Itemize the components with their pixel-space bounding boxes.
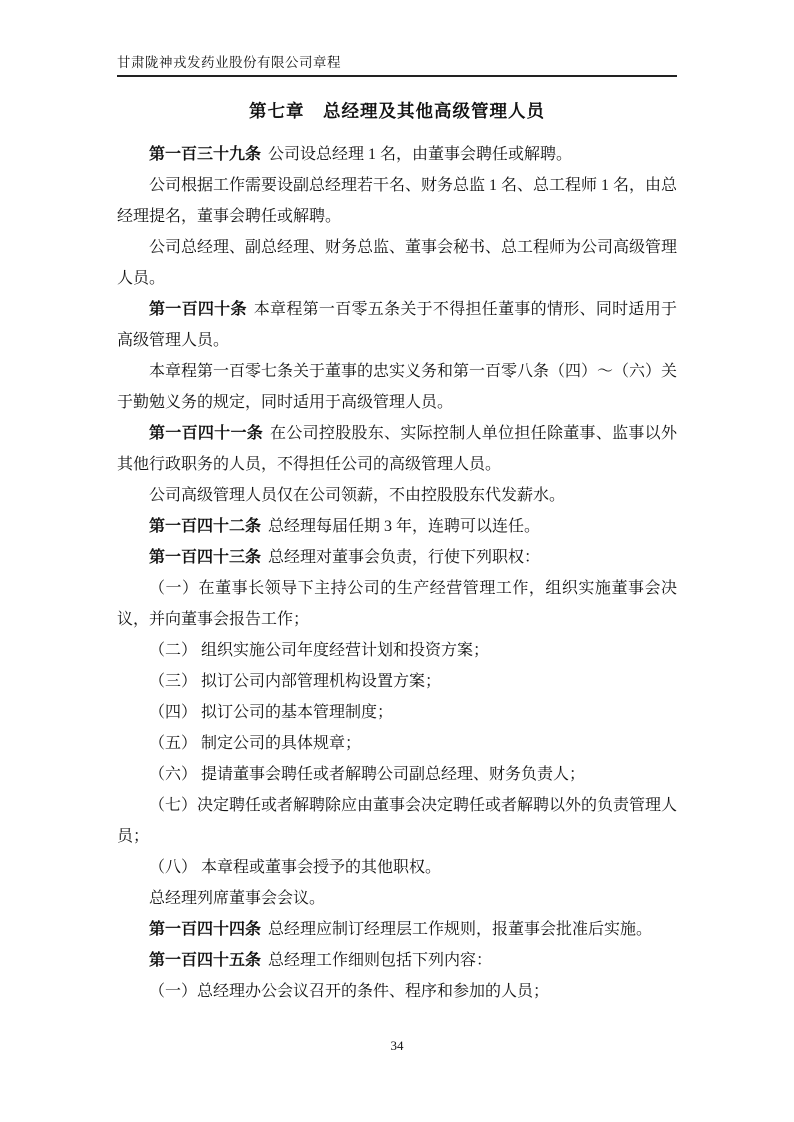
paragraph: （八） 本章程或董事会授予的其他职权。 bbox=[149, 859, 442, 876]
paragraph: 总经理列席董事会会议。 bbox=[149, 890, 326, 907]
paragraph: （五） 制定公司的具体规章； bbox=[149, 735, 362, 752]
paragraph: （四） 拟订公司的基本管理制度； bbox=[149, 704, 394, 721]
article-number: 第一百四十三条 bbox=[149, 549, 262, 566]
paragraph: 公司总经理、副总经理、财务总监、董事会秘书、总工程师为公司高级管理人员。 bbox=[117, 239, 678, 287]
article-number: 第一百四十四条 bbox=[149, 921, 262, 938]
paragraph: 第一百三十九条 公司设总经理 1 名，由董事会聘任或解聘。 bbox=[149, 146, 573, 163]
paragraph: （一）总经理办公会议召开的条件、程序和参加的人员； bbox=[149, 983, 550, 1000]
article-number: 第一百四十条 bbox=[149, 301, 247, 318]
article-number: 第一百四十二条 bbox=[149, 518, 262, 535]
paragraph: 第一百四十三条 总经理对董事会负责，行使下列职权： bbox=[149, 549, 541, 566]
page-footer bbox=[0, 1038, 794, 1054]
paragraph: 第一百四十条 本章程第一百零五条关于不得担任董事的情形、同时适用于高级管理人员。 bbox=[117, 301, 677, 349]
header-title: 甘肃陇神戎发药业股份有限公司章程 bbox=[117, 55, 341, 70]
paragraph: 公司根据工作需要设副总经理若干名、财务总监 1 名、总工程师 1 名，由总经理提名，董事会聘任或解聘。 bbox=[117, 177, 678, 225]
paragraph: 本章程第一百零七条关于董事的忠实义务和第一百零八条（四）～（六）关于勤勉义务的规定，同时适用于高级管理人员。 bbox=[117, 363, 678, 411]
article-number: 第一百四十一条 bbox=[149, 425, 264, 442]
paragraph: （三） 拟订公司内部管理机构设置方案； bbox=[149, 673, 442, 690]
article-number: 第一百四十五条 bbox=[149, 952, 262, 969]
paragraph: （七）决定聘任或者解聘除应由董事会决定聘任或者解聘以外的负责管理人员； bbox=[117, 797, 678, 845]
page-number: 34 bbox=[390, 1038, 404, 1053]
article-number: 第一百三十九条 bbox=[149, 146, 262, 163]
paragraph: 公司高级管理人员仅在公司领薪，不由控股股东代发薪水。 bbox=[149, 487, 566, 504]
chapter-title: 第七章 总经理及其他高级管理人员 bbox=[249, 101, 545, 121]
paragraph: 第一百四十四条 总经理应制订经理层工作规则，报董事会批准后实施。 bbox=[149, 921, 653, 938]
document-body bbox=[117, 139, 677, 1007]
page-header bbox=[117, 54, 677, 77]
paragraph: （一）在董事长领导下主持公司的生产经营管理工作，组织实施董事会决议，并向董事会报告工作； bbox=[117, 580, 677, 628]
paragraph: （二） 组织实施公司年度经营计划和投资方案； bbox=[149, 642, 490, 659]
paragraph: 第一百四十五条 总经理工作细则包括下列内容： bbox=[149, 952, 493, 969]
paragraph: 第一百四十一条 在公司控股股东、实际控制人单位担任除董事、监事以外其他行政职务的人员，不得担任公司的高级管理人员。 bbox=[117, 425, 677, 473]
paragraph: （六） 提请董事会聘任或者解聘公司副总经理、财务负责人； bbox=[149, 766, 586, 783]
paragraph: 第一百四十二条 总经理每届任期 3 年，连聘可以连任。 bbox=[149, 518, 541, 535]
